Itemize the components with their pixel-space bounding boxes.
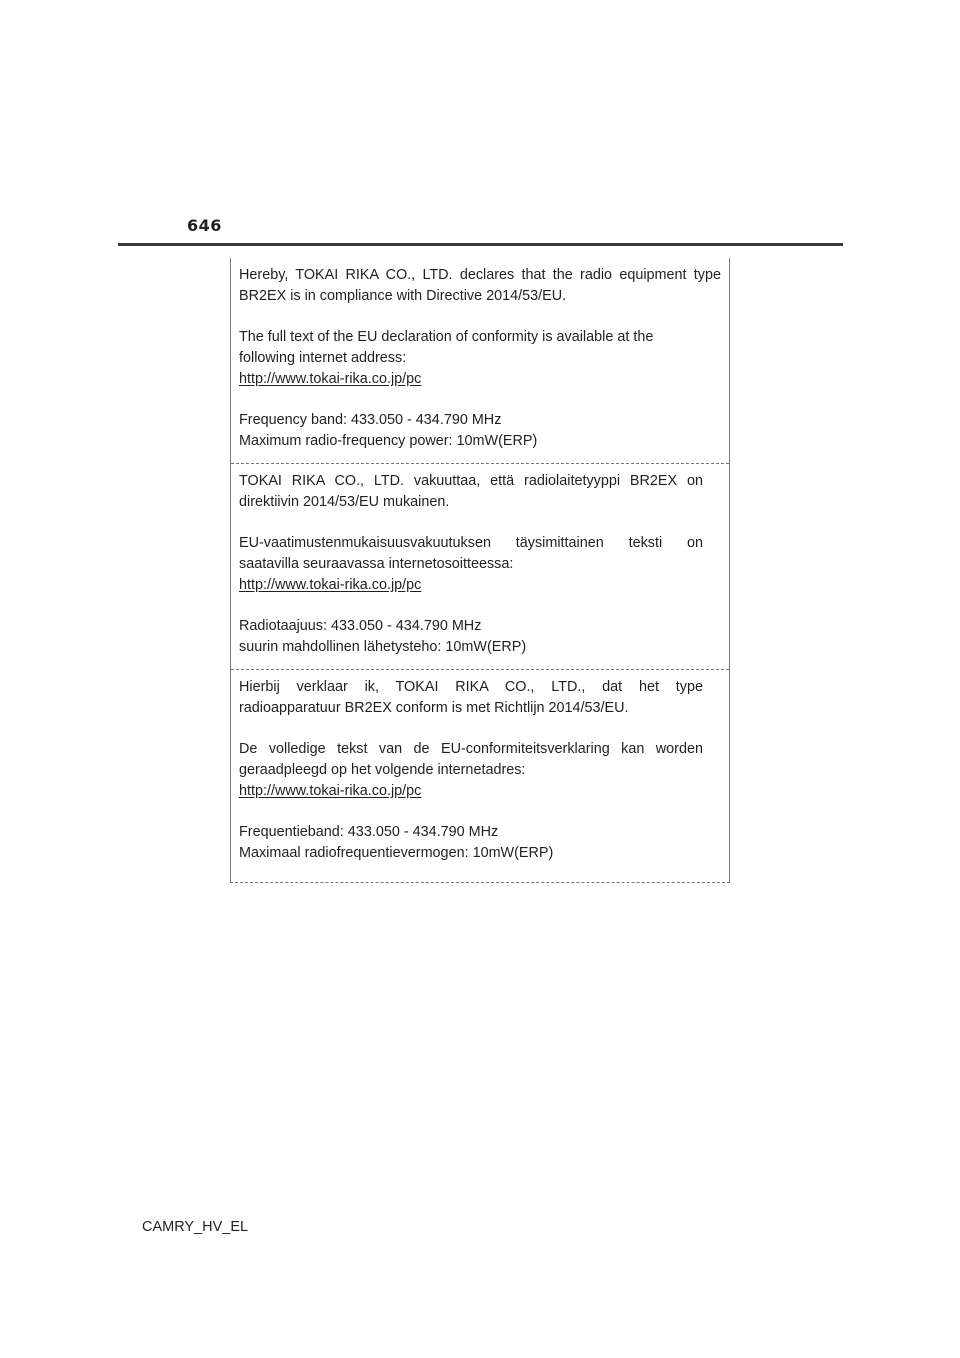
model-code: CAMRY_HV_EL [142, 1219, 249, 1235]
declaration-line: BR2EX is in compliance with Directive 2014/53/EU. [239, 288, 567, 304]
fulltext-line: De volledige tekst van de EU-conformiteitsverklaring kan worden [239, 741, 703, 757]
radio-specs [239, 822, 721, 864]
page-number: 646 [187, 216, 222, 235]
max-power: Maximum radio-frequency power: 10mW(ERP) [239, 433, 538, 449]
conformity-link[interactable]: http://www.tokai-rika.co.jp/pc [239, 371, 422, 387]
max-power: suurin mahdollinen lähetysteho: 10mW(ERP) [239, 639, 527, 655]
fulltext-line: following internet address: [239, 350, 407, 366]
radio-specs [239, 410, 721, 452]
fulltext-line: The full text of the EU declaration of conformity is available at the [239, 329, 654, 345]
fulltext-text [239, 327, 721, 390]
radio-specs [239, 616, 721, 658]
max-power: Maximaal radiofrequentievermogen: 10mW(ERP) [239, 845, 554, 861]
fulltext-text [239, 739, 721, 802]
section-dutch [231, 669, 729, 882]
section-finnish [231, 463, 729, 669]
fulltext-text [239, 533, 721, 596]
declaration-box [230, 258, 730, 883]
conformity-link[interactable]: http://www.tokai-rika.co.jp/pc [239, 783, 422, 799]
declaration-line: radioapparatuur BR2EX conform is met Richtlijn 2014/53/EU. [239, 700, 629, 716]
fulltext-line: geraadpleegd op het volgende internetadres: [239, 762, 526, 778]
declaration-text [239, 471, 721, 513]
declaration-line: Hereby, TOKAI RIKA CO., LTD. declares that the radio equipment type [239, 267, 721, 283]
frequency-band: Frequentieband: 433.050 - 434.790 MHz [239, 824, 499, 840]
declaration-line: TOKAI RIKA CO., LTD. vakuuttaa, että radiolaitetyyppi BR2EX on [239, 473, 703, 489]
frequency-band: Frequency band: 433.050 - 434.790 MHz [239, 412, 502, 428]
declaration-line: Hierbij verklaar ik, TOKAI RIKA CO., LTD., dat het type [239, 679, 703, 695]
declaration-text [239, 265, 721, 307]
declaration-text [239, 677, 721, 719]
fulltext-line: saatavilla seuraavassa internetosoitteessa: [239, 556, 514, 572]
conformity-link[interactable]: http://www.tokai-rika.co.jp/pc [239, 577, 422, 593]
fulltext-line: EU-vaatimustenmukaisuusvakuutuksen täysimittainen teksti on [239, 535, 703, 551]
frequency-band: Radiotaajuus: 433.050 - 434.790 MHz [239, 618, 482, 634]
section-english [231, 258, 729, 463]
header-rule [118, 243, 843, 246]
declaration-line: direktiivin 2014/53/EU mukainen. [239, 494, 450, 510]
